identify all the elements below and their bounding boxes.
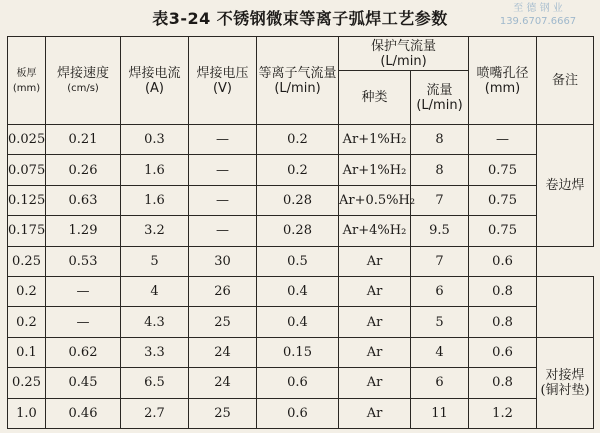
header-nozzle-unit: (mm) bbox=[484, 80, 521, 96]
note-label-line2: (铜衬垫) bbox=[540, 382, 590, 398]
cell-voltage: 24 bbox=[189, 368, 257, 398]
cell-flow: 9.5 bbox=[411, 216, 469, 246]
cell-flow: 6 bbox=[411, 276, 469, 306]
header-voltage-unit: (V) bbox=[212, 80, 233, 96]
header-thickness-unit: (mm) bbox=[12, 82, 41, 94]
cell-flow: 7 bbox=[411, 185, 469, 215]
note-label: 卷边焊 bbox=[545, 177, 585, 193]
cell-nozzle: — bbox=[469, 125, 537, 155]
table-title: 表3-24 不锈钢微束等离子弧焊工艺参数 bbox=[152, 9, 448, 28]
cell-voltage: — bbox=[189, 216, 257, 246]
cell-voltage: — bbox=[189, 155, 257, 185]
cell-thickness: 0.2 bbox=[8, 276, 46, 306]
cell-notes bbox=[537, 276, 594, 337]
cell-flow: 8 bbox=[411, 125, 469, 155]
cell-thickness: 0.125 bbox=[8, 185, 46, 215]
cell-speed: 0.63 bbox=[46, 185, 121, 215]
cell-nozzle: 0.75 bbox=[469, 185, 537, 215]
table-row bbox=[8, 155, 594, 185]
table-body bbox=[8, 125, 594, 429]
header-voltage bbox=[189, 37, 257, 125]
cell-plasma: 0.6 bbox=[257, 398, 339, 428]
table-row bbox=[8, 337, 594, 367]
header-voltage-label: 焊接电压 bbox=[196, 65, 249, 81]
header-shield-gas-label: 保护气流量 bbox=[371, 38, 437, 54]
cell-thickness: 0.2 bbox=[8, 307, 46, 337]
cell-speed: — bbox=[46, 276, 121, 306]
cell-speed: 1.29 bbox=[46, 216, 121, 246]
cell-plasma: 0.28 bbox=[257, 216, 339, 246]
header-nozzle-label: 喷嘴孔径 bbox=[476, 65, 529, 81]
cell-nozzle: 0.6 bbox=[469, 246, 537, 276]
cell-thickness: 1.0 bbox=[8, 398, 46, 428]
cell-plasma: 0.2 bbox=[257, 155, 339, 185]
cell-voltage: 24 bbox=[189, 337, 257, 367]
header-shield-gas-unit: (L/min) bbox=[380, 53, 427, 69]
cell-thickness: 0.25 bbox=[8, 368, 46, 398]
cell-nozzle: 0.6 bbox=[469, 337, 537, 367]
cell-speed: 0.26 bbox=[46, 155, 121, 185]
cell-voltage: 30 bbox=[189, 246, 257, 276]
cell-speed: 0.46 bbox=[46, 398, 121, 428]
note-label: 对接焊 bbox=[545, 367, 585, 383]
header-notes: 备注 bbox=[537, 37, 594, 125]
header-nozzle bbox=[469, 37, 537, 125]
cell-current: 1.6 bbox=[121, 185, 189, 215]
cell-current: 4 bbox=[121, 276, 189, 306]
cell-current: 4.3 bbox=[121, 307, 189, 337]
cell-flow: 8 bbox=[411, 155, 469, 185]
cell-flow: 6 bbox=[411, 368, 469, 398]
header-current-label: 焊接电流 bbox=[128, 65, 181, 81]
cell-current: 0.3 bbox=[121, 125, 189, 155]
header-speed-label: 焊接速度 bbox=[56, 65, 109, 81]
cell-current: 3.3 bbox=[121, 337, 189, 367]
cell-gas: Ar bbox=[339, 398, 411, 428]
header-plasma-gas-unit: (L/min) bbox=[274, 80, 321, 96]
cell-gas: Ar bbox=[339, 307, 411, 337]
header-thickness bbox=[8, 37, 46, 125]
cell-voltage: 25 bbox=[189, 398, 257, 428]
cell-plasma: 0.2 bbox=[257, 125, 339, 155]
cell-gas: Ar+1%H₂ bbox=[339, 155, 411, 185]
header-speed-unit: (cm/s) bbox=[67, 82, 99, 94]
cell-notes bbox=[537, 337, 594, 428]
cell-flow: 5 bbox=[411, 307, 469, 337]
cell-gas: Ar bbox=[339, 337, 411, 367]
cell-flow: 4 bbox=[411, 337, 469, 367]
header-shield-flow-unit: (L/min) bbox=[416, 97, 463, 113]
cell-gas: Ar+1%H₂ bbox=[339, 125, 411, 155]
cell-plasma: 0.6 bbox=[257, 368, 339, 398]
cell-voltage: — bbox=[189, 125, 257, 155]
cell-speed: — bbox=[46, 307, 121, 337]
header-speed bbox=[46, 37, 121, 125]
cell-nozzle: 0.75 bbox=[469, 216, 537, 246]
cell-nozzle: 0.75 bbox=[469, 155, 537, 185]
watermark-line1: 至 德 钢 业 bbox=[513, 3, 563, 14]
cell-plasma: 0.15 bbox=[257, 337, 339, 367]
cell-nozzle: 0.8 bbox=[469, 368, 537, 398]
header-plasma-gas bbox=[257, 37, 339, 125]
cell-flow: 7 bbox=[411, 246, 469, 276]
cell-gas: Ar+0.5%H₂ bbox=[339, 185, 411, 215]
table-row bbox=[8, 307, 594, 337]
cell-thickness: 0.1 bbox=[8, 337, 46, 367]
cell-notes bbox=[537, 125, 594, 247]
cell-thickness: 0.25 bbox=[8, 246, 46, 276]
cell-current: 6.5 bbox=[121, 368, 189, 398]
cell-current: 2.7 bbox=[121, 398, 189, 428]
cell-voltage: 25 bbox=[189, 307, 257, 337]
header-shield-flow-label: 流量 bbox=[426, 82, 453, 98]
cell-plasma: 0.4 bbox=[257, 307, 339, 337]
cell-current: 3.2 bbox=[121, 216, 189, 246]
header-current bbox=[121, 37, 189, 125]
cell-current: 1.6 bbox=[121, 155, 189, 185]
header-thickness-label: 板厚 bbox=[16, 67, 37, 79]
table-row bbox=[8, 276, 594, 306]
cell-speed: 0.53 bbox=[46, 246, 121, 276]
cell-thickness: 0.025 bbox=[8, 125, 46, 155]
cell-voltage: — bbox=[189, 185, 257, 215]
table-row bbox=[8, 368, 594, 398]
cell-speed: 0.21 bbox=[46, 125, 121, 155]
table-row bbox=[8, 398, 594, 428]
table-row bbox=[8, 185, 594, 215]
header-shield-gas bbox=[339, 37, 469, 71]
cell-nozzle: 0.8 bbox=[469, 276, 537, 306]
cell-plasma: 0.28 bbox=[257, 185, 339, 215]
cell-thickness: 0.175 bbox=[8, 216, 46, 246]
table-row bbox=[8, 125, 594, 155]
cell-flow: 11 bbox=[411, 398, 469, 428]
cell-speed: 0.62 bbox=[46, 337, 121, 367]
header-shield-flow bbox=[411, 71, 469, 125]
cell-gas: Ar+4%H₂ bbox=[339, 216, 411, 246]
header-shield-type: 种类 bbox=[339, 71, 411, 125]
cell-thickness: 0.075 bbox=[8, 155, 46, 185]
table-row bbox=[8, 246, 594, 276]
cell-gas: Ar bbox=[339, 246, 411, 276]
watermark-line2: 139.6707.6667 bbox=[499, 16, 577, 27]
header-plasma-gas-label: 等离子气流量 bbox=[258, 65, 337, 81]
cell-speed: 0.45 bbox=[46, 368, 121, 398]
cell-nozzle: 1.2 bbox=[469, 398, 537, 428]
cell-plasma: 0.5 bbox=[257, 246, 339, 276]
cell-current: 5 bbox=[121, 246, 189, 276]
header-current-unit: (A) bbox=[144, 80, 165, 96]
cell-gas: Ar bbox=[339, 276, 411, 306]
cell-gas: Ar bbox=[339, 368, 411, 398]
watermark bbox=[488, 2, 588, 28]
parameter-table bbox=[7, 36, 594, 429]
cell-voltage: 26 bbox=[189, 276, 257, 306]
cell-plasma: 0.4 bbox=[257, 276, 339, 306]
table-row bbox=[8, 216, 594, 246]
cell-nozzle: 0.8 bbox=[469, 307, 537, 337]
